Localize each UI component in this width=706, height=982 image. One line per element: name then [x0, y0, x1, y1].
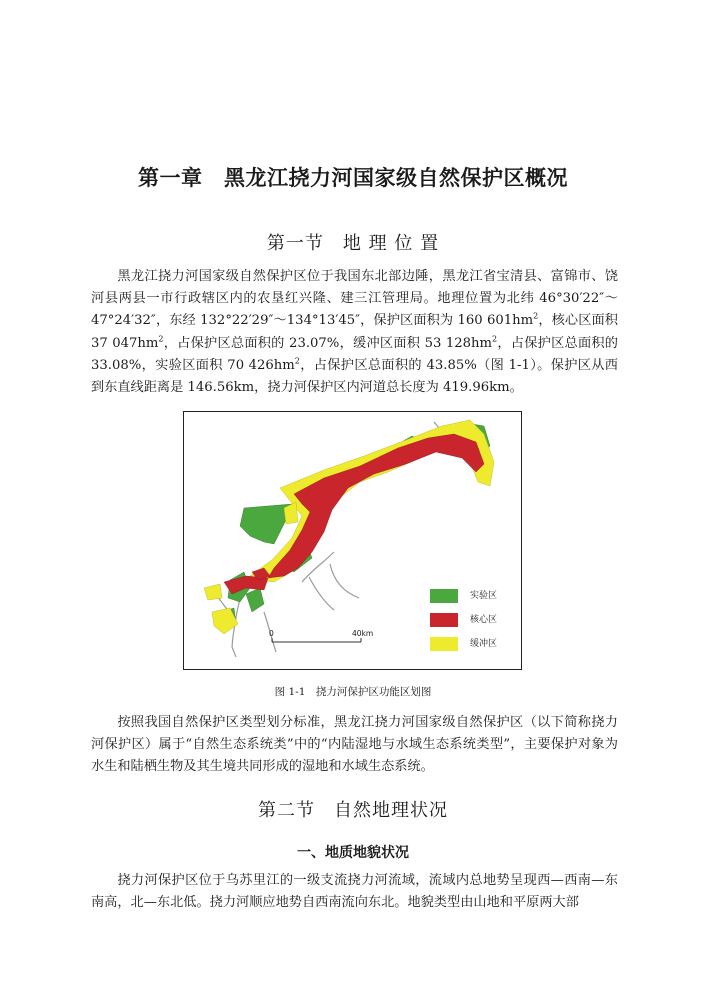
paragraph-geology: 挠力河保护区位于乌苏里江的一级支流挠力河流域，流域内总地势呈现西—西南—东南高，北—东北低。挠力河顺应地势自西南流向东北。地貌类型由山地和平原两大部 [91, 873, 618, 911]
para-text: ，核心区面积 37 047hm [91, 313, 618, 351]
scale-bar [272, 638, 361, 642]
para-text: 黑龙江挠力河国家级自然保护区位于我国东北部边陲，黑龙江省宝清县、富锦市、饶河县两县一市行政辖区内的农垦红兴隆、建三江管理局。地理位置为北纬 46°30′22″～47°24′32″，东经 132°22′29″～134°13′45″，保护区面积为 160 601hm [91, 269, 618, 329]
figure-caption: 图 1-1 挠力河保护区功能区划图 [274, 686, 432, 698]
para-text: ，占保护区总面积的 33.08%，实验区面积 70 426hm [91, 335, 618, 373]
paragraph-classification: 按照我国自然保护区类型划分标准，黑龙江挠力河国家级自然保护区（以下简称挠力河保护区）属于“自然生态系统类”中的“内陆湿地与水域生态系统类型”，主要保护对象为水生和陆栖生物及其生境共同形成的湿地和水域生态系统。 [91, 715, 618, 775]
para-text: ，占保护区总面积的 23.07%，缓冲区面积 53 128hm [163, 335, 493, 351]
superscript: 2 [158, 334, 164, 344]
superscript: 2 [533, 312, 539, 322]
figure-zoning-map [183, 411, 522, 670]
section-title-geography: 第一节 地 理 位 置 [266, 233, 440, 254]
para-text: ，占保护区总面积的 43.85%（图 1-1）。保护区从西到东直线距离是 146.56km，挠力河保护区内河道总长度为 419.96km。 [91, 357, 618, 396]
legend-label: 实验区 [470, 591, 498, 601]
superscript: 2 [294, 356, 300, 366]
legend-label: 缓冲区 [470, 639, 498, 649]
chapter-title: 第一章 黑龙江挠力河国家级自然保护区概况 [138, 166, 568, 190]
paragraph-location [91, 266, 618, 399]
scale-label-end: 40km [352, 629, 374, 638]
legend-swatch [430, 613, 458, 627]
subsection-title-geology: 一、地质地貌状况 [297, 845, 409, 861]
legend-label: 核心区 [470, 615, 498, 625]
section-title-natural-geography: 第二节 自然地理状况 [258, 800, 448, 821]
legend-swatch [430, 637, 458, 651]
scale-label-start: 0 [269, 629, 274, 638]
superscript: 2 [492, 334, 498, 344]
legend-swatch [430, 589, 458, 603]
